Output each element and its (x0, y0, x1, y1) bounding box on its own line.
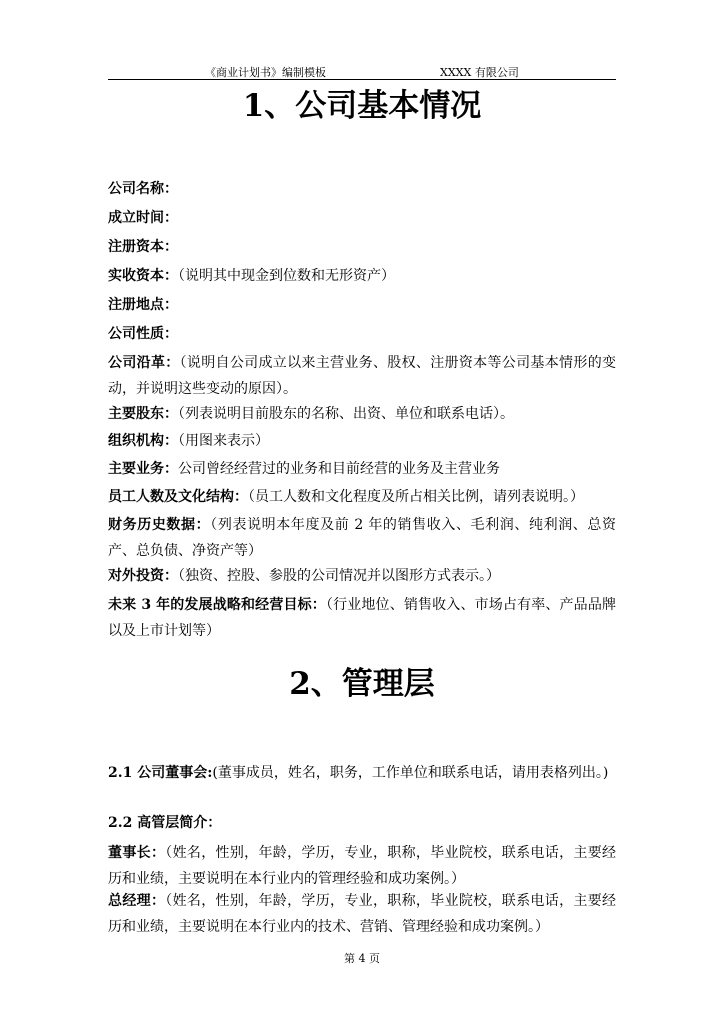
chairman-text: （姓名，性别，年龄，学历，专业，职称，毕业院校，联系电话，主要经历和业绩，主要说明在本行业内的管理经验和成功案例。） (108, 845, 617, 887)
chairman-label: 董事长： (108, 845, 166, 861)
chairman-paragraph (108, 840, 616, 892)
field-text: 公司曾经经营过的业务和目前经营的业务及主营业务 (178, 461, 500, 477)
header-doc-title: 《商业计划书》编制模板 (205, 66, 326, 79)
field-paid-capital (108, 263, 616, 289)
field-financial-history (108, 512, 616, 564)
field-label: 未来 3 年的发展战略和经营目标： (108, 597, 326, 613)
field-label: 实收资本： (108, 268, 178, 284)
field-text: （用图来表示） (178, 433, 269, 449)
field-label: 组织机构： (108, 433, 178, 449)
field-label: 财务历史数据： (108, 517, 211, 533)
management-heading (108, 810, 616, 836)
field-text: （说明其中现金到位数和无形资产） (178, 268, 395, 284)
field-registered-location (108, 292, 616, 318)
field-company-type (108, 321, 616, 347)
field-label: 公司性质： (108, 326, 178, 342)
gm-text: （姓名，性别，年龄，学历，专业，职称，毕业院校，联系电话，主要经历和业绩，主要说明在本行业内的技术、营销、管理经验和成功案例。） (108, 893, 617, 935)
board-label: 2.1 公司董事会: (108, 765, 213, 781)
gm-paragraph (108, 888, 616, 940)
field-staff (108, 484, 616, 510)
field-investments (108, 563, 616, 589)
field-label: 员工人数及文化结构： (108, 489, 248, 505)
field-label: 主要业务： (108, 461, 178, 477)
field-text: （说明自公司成立以来主营业务、股权、注册资本等公司基本情形的变动，并说明这些变动的原因）。 (108, 355, 617, 397)
gm-label: 总经理： (108, 893, 166, 909)
field-founded (108, 205, 616, 231)
header-rule (108, 79, 616, 80)
field-registered-capital (108, 234, 616, 260)
board-paragraph (108, 760, 616, 787)
field-label: 主要股东： (108, 406, 178, 422)
field-label: 公司沿革： (108, 355, 180, 371)
field-main-business (108, 456, 616, 482)
field-strategy (108, 592, 616, 644)
field-text: （行业地位、销售收入、市场占有率、产品品牌以及上市计划等） (108, 597, 616, 639)
field-organization (108, 428, 616, 454)
section-1-title: 1、公司基本情况 (242, 88, 482, 124)
field-text: （员工人数和文化程度及所占相关比例，请列表说明。） (248, 489, 584, 505)
page-number: 第 4 页 (344, 952, 380, 965)
field-label: 注册资本： (108, 239, 178, 255)
field-text: （列表说明目前股东的名称、出资、单位和联系电话）。 (178, 406, 514, 422)
section-2-title: 2、管理层 (289, 666, 435, 702)
board-text: (董事成员，姓名，职务，工作单位和联系电话，请用表格列出。) (212, 765, 609, 781)
field-label: 对外投资： (108, 568, 178, 584)
management-label: 2.2 高管层简介： (108, 815, 222, 831)
field-label: 公司名称： (108, 181, 178, 197)
field-text: （独资、控股、参股的公司情况并以图形方式表示。） (178, 568, 500, 584)
header-company: XXXX 有限公司 (440, 66, 519, 79)
field-label: 成立时间： (108, 210, 178, 226)
field-shareholders (108, 401, 616, 427)
field-company-name (108, 176, 616, 202)
field-text: （列表说明本年度及前 2 年的销售收入、毛利润、纯利润、总资产、总负债、净资产等） (108, 517, 617, 559)
field-history (108, 350, 616, 402)
field-label: 注册地点： (108, 297, 178, 313)
